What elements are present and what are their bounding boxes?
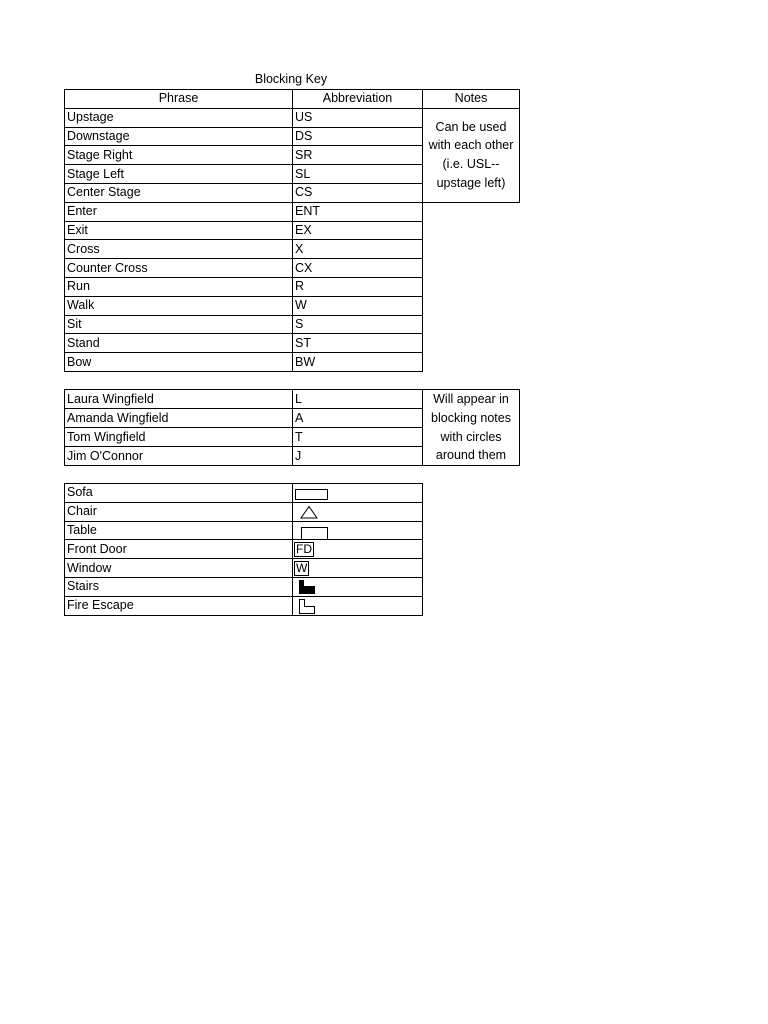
phrase-cell: Tom Wingfield <box>65 428 293 447</box>
phrase-cell: Enter <box>65 202 293 221</box>
fire-escape-outline-step-icon <box>294 598 334 614</box>
phrase-cell: Fire Escape <box>65 596 293 615</box>
chair-triangle-icon <box>294 504 334 520</box>
abbr-cell: X <box>293 240 423 259</box>
phrase-cell: Sit <box>65 315 293 334</box>
symbol-cell <box>293 559 423 578</box>
front-door-symbol: FD <box>296 541 312 556</box>
notes-header: Notes <box>423 90 520 109</box>
header-row <box>65 90 520 109</box>
abbr-cell: SL <box>293 165 423 184</box>
table-row <box>65 390 520 409</box>
phrase-cell: Stage Left <box>65 165 293 184</box>
phrase-cell: Stage Right <box>65 146 293 165</box>
phrase-cell: Jim O'Connor <box>65 447 293 466</box>
phrase-cell: Counter Cross <box>65 259 293 278</box>
table-row <box>65 521 423 540</box>
phrase-cell: Exit <box>65 221 293 240</box>
symbol-cell <box>293 502 423 521</box>
table-row <box>65 540 423 559</box>
abbr-cell: BW <box>293 353 423 372</box>
phrase-cell: Bow <box>65 353 293 372</box>
phrase-cell: Stairs <box>65 577 293 596</box>
abbr-cell: CS <box>293 183 423 202</box>
symbol-cell <box>293 596 423 615</box>
abbr-cell: W <box>293 296 423 315</box>
phrase-cell: Stand <box>65 334 293 353</box>
set-pieces-table <box>64 483 423 616</box>
symbol-cell <box>293 484 423 503</box>
phrase-cell: Amanda Wingfield <box>65 409 293 428</box>
phrase-cell: Cross <box>65 240 293 259</box>
abbr-cell: L <box>293 390 423 409</box>
page-title: Blocking Key <box>254 72 328 86</box>
phrase-cell: Upstage <box>65 108 293 127</box>
abbr-cell: ST <box>293 334 423 353</box>
table-row <box>65 577 423 596</box>
table-row <box>65 108 520 127</box>
table-row <box>65 559 423 578</box>
table-row <box>65 484 423 503</box>
abbreviation-header: Abbreviation <box>293 90 423 109</box>
stage-note-cell: Can be used with each other (i.e. USL-- upstage left) <box>423 108 520 202</box>
stage-terms-table <box>64 89 520 372</box>
character-note-cell: Will appear in blocking notes with circles around them <box>423 390 520 466</box>
abbr-cell: T <box>293 428 423 447</box>
symbol-cell <box>293 577 423 596</box>
phrase-cell: Laura Wingfield <box>65 390 293 409</box>
phrase-cell: Sofa <box>65 484 293 503</box>
abbr-cell: SR <box>293 146 423 165</box>
phrase-cell: Walk <box>65 296 293 315</box>
abbr-cell: CX <box>293 259 423 278</box>
phrase-cell: Table <box>65 521 293 540</box>
phrase-cell: Front Door <box>65 540 293 559</box>
table-row <box>65 502 423 521</box>
stairs-filled-step-icon <box>294 579 334 595</box>
table-row <box>65 202 520 221</box>
abbr-cell: J <box>293 447 423 466</box>
abbr-cell: A <box>293 409 423 428</box>
abbr-cell: ENT <box>293 202 423 221</box>
table-open-box-icon <box>294 523 334 539</box>
phrase-cell: Center Stage <box>65 183 293 202</box>
phrase-header: Phrase <box>65 90 293 109</box>
phrase-cell: Chair <box>65 502 293 521</box>
window-symbol: W <box>296 560 308 575</box>
abbr-cell: US <box>293 108 423 127</box>
abbr-cell: EX <box>293 221 423 240</box>
phrase-cell: Run <box>65 277 293 296</box>
symbol-cell <box>293 540 423 559</box>
abbr-cell: R <box>293 277 423 296</box>
sofa-rectangle-icon <box>294 485 334 501</box>
table-row <box>65 596 423 615</box>
symbol-cell <box>293 521 423 540</box>
phrase-cell: Window <box>65 559 293 578</box>
abbr-cell: S <box>293 315 423 334</box>
abbr-cell: DS <box>293 127 423 146</box>
characters-table <box>64 389 520 466</box>
phrase-cell: Downstage <box>65 127 293 146</box>
